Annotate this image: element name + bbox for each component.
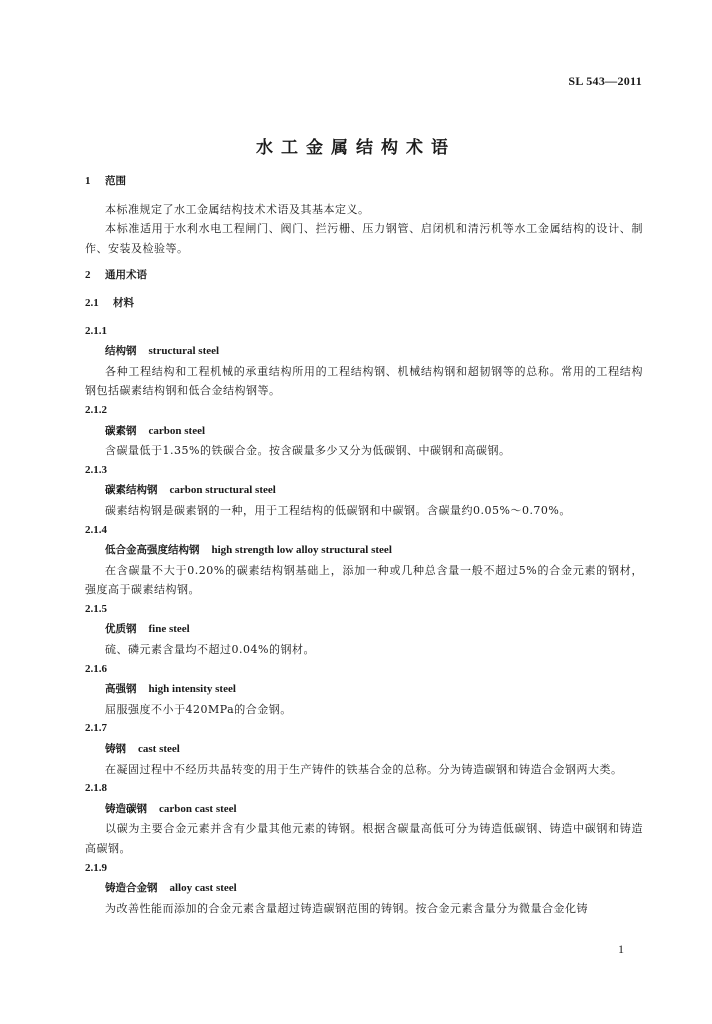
term-english: cast steel xyxy=(138,743,180,756)
term-english: high strength low alloy structural steel xyxy=(211,544,392,557)
term-english: carbon steel xyxy=(148,424,206,437)
term-english: carbon cast steel xyxy=(159,802,237,815)
section-number: 1 xyxy=(85,175,91,187)
term-number: 2.1.4 xyxy=(85,523,107,536)
term-definition: 各种工程结构和工程机械的承重结构所用的工程结构钢、机械结构钢和超韧钢等的总称。常用的工程结构钢包括碳素结构钢和低合金结构钢等。 xyxy=(85,364,643,398)
term-number: 2.1.8 xyxy=(85,782,107,795)
term-entry xyxy=(85,660,643,720)
paragraph: 本标准规定了水工金属结构技术术语及其基本定义。 xyxy=(105,202,370,216)
section-number: 2 xyxy=(85,269,91,282)
term-chinese: 碳素结构钢 xyxy=(105,484,158,497)
paragraph: 本标准适用于水利水电工程闸门、阀门、拦污栅、压力钢管、启闭机和清污机等水工金属结构的设计、制作、安装及检验等。 xyxy=(85,222,643,255)
term-definition: 含碳量低于1.35%的铁碳合金。按含碳量多少又分为低碳钢、中碳钢和高碳钢。 xyxy=(105,444,511,458)
document-title: 水工金属结构术语 xyxy=(256,138,456,158)
section-heading xyxy=(85,266,643,286)
term-definition: 在含碳量不大于0.20%的碳素结构钢基础上，添加一种或几种总含量一般不超过5%的合金元素的钢材，强度高于碳素结构钢。 xyxy=(85,563,643,597)
term-english: fine steel xyxy=(148,623,190,636)
subsection-number: 2.1 xyxy=(85,296,99,309)
term-entry xyxy=(85,322,643,401)
subsection-title: 材料 xyxy=(113,296,134,309)
term-definition: 碳素结构钢是碳素钢的一种，用于工程结构的低碳钢和中碳钢。含碳量约0.05%～0.70%。 xyxy=(105,503,571,517)
term-chinese: 优质钢 xyxy=(105,623,137,636)
term-chinese: 低合金高强度结构钢 xyxy=(105,544,200,557)
term-english: structural steel xyxy=(148,345,220,358)
section-title: 范围 xyxy=(105,175,126,187)
term-chinese: 铸钢 xyxy=(105,743,126,756)
term-entry xyxy=(85,859,643,919)
term-chinese: 高强钢 xyxy=(105,683,137,696)
term-number: 2.1.5 xyxy=(85,602,107,615)
term-entry xyxy=(85,401,643,461)
term-definition: 在凝固过程中不经历共晶转变的用于生产铸件的铁基合金的总称。分为铸造碳钢和铸造合金钢两大类。 xyxy=(105,762,623,776)
term-entry xyxy=(85,521,643,600)
section-title: 通用术语 xyxy=(105,269,147,282)
term-number: 2.1.6 xyxy=(85,662,107,675)
document-body xyxy=(85,172,643,918)
term-number: 2.1.1 xyxy=(85,324,107,337)
term-chinese: 铸造碳钢 xyxy=(105,802,147,815)
term-english: alloy cast steel xyxy=(169,882,237,895)
subsection-heading xyxy=(85,294,643,314)
term-definition: 屈服强度不小于420MPa的合金钢。 xyxy=(105,702,292,716)
term-definition: 以碳为主要合金元素并含有少量其他元素的铸钢。根据含碳量高低可分为铸造低碳钢、铸造中碳钢和铸造高碳钢。 xyxy=(85,822,643,855)
standard-code: SL 543—2011 xyxy=(568,74,642,88)
term-chinese: 结构钢 xyxy=(105,345,137,358)
term-entry xyxy=(85,779,643,858)
term-english: carbon structural steel xyxy=(169,484,276,497)
page-number: 1 xyxy=(618,942,624,956)
term-number: 2.1.3 xyxy=(85,463,107,476)
section-heading xyxy=(85,172,643,192)
term-entry xyxy=(85,719,643,779)
term-entry xyxy=(85,461,643,521)
term-definition: 硫、磷元素含量均不超过0.04%的钢材。 xyxy=(105,643,315,657)
term-number: 2.1.2 xyxy=(85,403,107,416)
term-number: 2.1.7 xyxy=(85,722,107,735)
term-chinese: 铸造合金钢 xyxy=(105,882,158,895)
term-entry xyxy=(85,600,643,660)
term-english: high intensity steel xyxy=(148,683,236,696)
term-number: 2.1.9 xyxy=(85,861,107,874)
term-chinese: 碳素钢 xyxy=(105,424,137,437)
term-definition: 为改善性能而添加的合金元素含量超过铸造碳钢范围的铸钢。按合金元素含量分为微量合金化铸 xyxy=(105,901,588,915)
